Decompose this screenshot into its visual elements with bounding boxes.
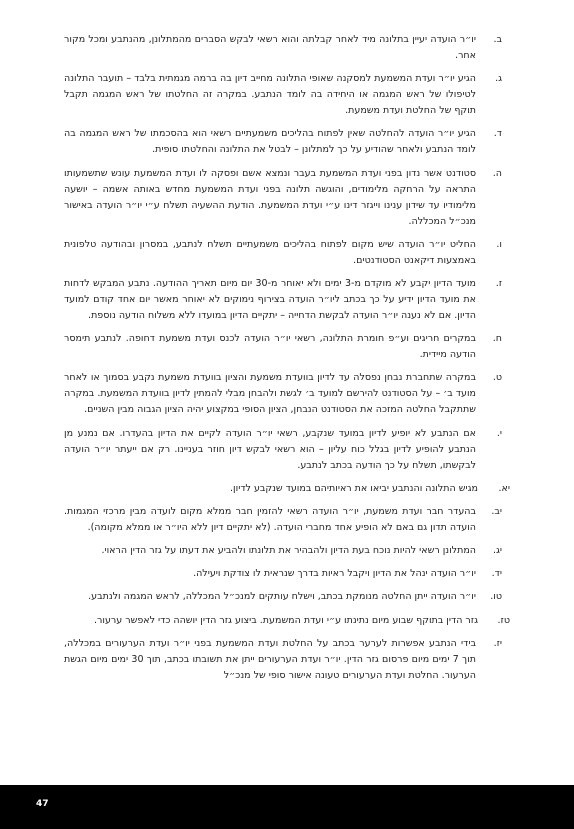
- list-item-yod-bet: [64, 504, 502, 536]
- list-item-g: [64, 71, 502, 119]
- list-item-tet-vav: [64, 589, 502, 605]
- item-marker: ד.: [493, 128, 502, 140]
- list-item-yod-alef: [64, 481, 510, 497]
- item-text: בהעדר חבר ועדת משמעת, יו״ר הועדה רשאי להזמין חבר ממלא מקום לועדה מבין מרכזי המגמות. הועדה תדון גם באם לא הופיע אחד מחברי הועדה. (לא יתקיים דיון ללא היו״ר או ממלא מקומה).: [64, 505, 476, 533]
- list-item-b: [64, 32, 502, 64]
- item-text: אם הנתבע לא יופיע לדיון במועד שנקבע, רשאי יו״ר הועדה לקיים את הדיון בהעדרו. אם נמנע מן הנתבע להופיע לדיון בגלל כוח עליון – הוא רשאי לבקש דיון חוזר בעניינו. רק אם ייעתר יו״ר הועדה לבקשתו, תשלח על כך הודעה בכתב לנתבע.: [64, 427, 476, 471]
- item-text: הגיע יו״ר הועדה להחלטה שאין לפתוח בהליכים משמעתיים רשאי הוא בהסכמתו של ראש המגמה בה לומד הנתבע ולאחר שהודיע על כך למתלונן – לבטל את התלונה והחלטתו סופית.: [64, 128, 476, 156]
- item-marker: יג.: [492, 545, 502, 557]
- list-item-h: [64, 166, 502, 230]
- page-number: 47: [36, 799, 49, 809]
- item-marker: יא.: [498, 482, 510, 494]
- regulations-list: [64, 32, 510, 691]
- item-text: החליט יו״ר הועדה שיש מקום לפתוח בהליכים משמעתיים תשלח לנתבע, במסרון ובהודעה טלפונית באמצעות דיקאנט הסטודנטים.: [64, 238, 476, 266]
- item-marker: ג.: [495, 73, 502, 85]
- list-item-yod: [64, 426, 502, 474]
- item-marker: ז.: [495, 277, 502, 289]
- item-marker: יז.: [493, 637, 502, 649]
- item-marker: ח.: [492, 333, 502, 345]
- item-marker: יד.: [491, 568, 502, 580]
- list-item-v: [64, 237, 502, 269]
- item-text: המתלונן רשאי להיות נוכח בעת הדיון ולהבהיר את תלונתו ולהביע את דעתו על גזר הדין הראוי.: [101, 545, 476, 557]
- list-item-yod-zayin: [64, 636, 502, 684]
- item-text: בידי הנתבע אפשרות לערער בכתב על החלטת ועדת המשמעת בפני יו״ר ועדת הערעורים במכללה, תוך 7 ימים מיום פרסום גזר הדין. יו״ר ועדת הערעורים ייתן את תשובתו בכתב, תוך 30 ימים מיום הגשת הערעור. החלטת ועדת הערעורים טעונה אישור סופי של מנכ״ל: [64, 637, 476, 681]
- item-marker: ה.: [492, 167, 502, 179]
- item-marker: יב.: [491, 505, 502, 517]
- list-item-yod-gimel: [64, 543, 502, 559]
- item-text: במקרים חריגים וע״פ חומרת התלונה, רשאי יו״ר הועדה לכנס ועדת משמעת דחופה. לנתבע תימסר הודעה מיידית.: [64, 333, 476, 361]
- item-text: יו״ר הועדה יעיין בתלונה מיד לאחר קבלתה והוא רשאי לבקש הסברים מהמתלונן, מהנתבע ומכל מקור אחר.: [64, 34, 476, 61]
- item-text: הגיע יו״ר ועדת המשמעת למסקנה שאופי התלונה מחייב דיון בה ברמה מגמתית בלבד – תועבר התלונה לטיפולו של ראש המגמה או היחידה בה לומד הנתבע. במקרה זה החלטתו של ראש המגמה תקבל תוקף של החלטת ועדת משמעת.: [64, 73, 476, 117]
- item-marker: י.: [496, 427, 502, 439]
- list-item-tet: [64, 370, 502, 418]
- item-text: במקרה שתחברת נבחן נפסלה עד לדיון בוועדת משמעת והציון בוועדת משמעת נקבע בסמוך או לאחר מועד ב׳ – על הסטודנט להירשם למועד ב׳ לגשת ולהבחן מבלי להמתין לדיון בוועדת המשמעת. במקרה שתתקבל החלטה המזכה את הסטודנט הנבחן, הציון הסופי במקצוע יהיה הציון הגבוה מבין השניים.: [64, 372, 476, 416]
- item-text: גזר הדין בתוקף שבוע מיום נתינתו ע״י ועדת המשמעת. ביצוע גזר הדין יושהה כדי לאפשר ערעור.: [93, 614, 478, 626]
- page-footer: [0, 785, 574, 829]
- list-item-het: [64, 331, 502, 363]
- item-text: סטודנט אשר נדון בפני ועדת המשמעת בעבר ונמצא אשם ופסקה לו ועדת המשמעת עונש שתשמעותו התראה על הרחקה מלימודים, והוגשה תלונה בפני ועדת המשמעת מחדש באותה אשמה – יושעה מלימודיו עד שידון ענינו וייגזר דינו ע״י ועדת המשמעת. הודעת ההשעיה תשלח ע״י יו״ר הועדה באישור מנכ״ל המכללה.: [64, 167, 476, 227]
- list-item-d: [64, 126, 502, 158]
- list-item-yod-dalet: [64, 566, 502, 582]
- item-marker: ב.: [493, 34, 502, 45]
- item-text: מועד הדיון יקבע לא מוקדם מ-3 ימים ולא יאוחר מ-30 יום מיום תאריך ההודעה. נתבע המבקש לדחות את מועד הדיון ידיע על כך בכתב ליו״ר הועדה בצירוף נימוקים לא יאוחר מאשר יום אחד קודם למועד הדיון. אם לא נענה יו״ר הועדה לבקשת הדחייה – יתקיים הדיון במועדו ללא משלוח הודעה נוספת.: [64, 277, 477, 321]
- item-marker: טז.: [497, 614, 510, 626]
- item-text: מגיש התלונה והנתבע יביאו את ראיותיהם במועד שנקבע לדיון.: [230, 482, 478, 494]
- item-marker: ט.: [492, 372, 502, 384]
- list-item-z: [64, 276, 502, 324]
- item-text: יו״ר הועדה ייתן החלטה מנומקת בכתב, וישלח עותקים למנכ״ל המכללה, לראש המגמה ולנתבע.: [88, 591, 476, 603]
- item-marker: ו.: [496, 238, 502, 250]
- list-item-tet-zayin: [64, 613, 510, 629]
- item-marker: טו.: [490, 591, 502, 603]
- item-text: יו״ר הועדה ינהל את הדיון ויקבל ראיות בדרך שנראית לו צודקת ויעילה.: [193, 568, 476, 580]
